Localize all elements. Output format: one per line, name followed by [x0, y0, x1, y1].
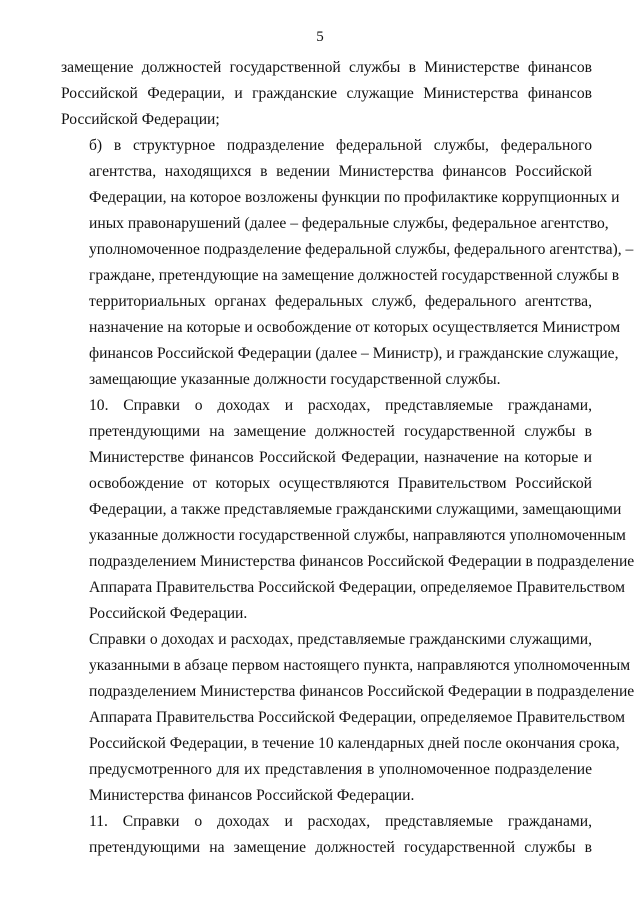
text-line: уполномоченное подразделение федеральной службы, федерального агентства), – [89, 241, 634, 258]
text-line: Российской Федерации; [61, 111, 220, 128]
text-line: 11. Справки о доходах и расходах, представляемые гражданами, [89, 813, 592, 830]
text-line: Российской Федерации, в течение 10 календарных дней после окончания срока, [89, 735, 620, 752]
page-number: 5 [316, 29, 324, 45]
paragraph [61, 393, 635, 627]
text-line: Аппарата Правительства Российской Федерации, определяемое Правительством [89, 709, 625, 726]
text-line: назначение на которые и освобождение от которых осуществляется Министром [89, 319, 621, 336]
text-line: Российской Федерации, и гражданские служащие Министерства финансов [61, 85, 592, 102]
text-line: претендующими на замещение должностей государственной службы в [89, 423, 592, 440]
text-line: претендующими на замещение должностей государственной службы в [89, 839, 592, 856]
paragraph [61, 55, 592, 133]
text-line: Министерстве финансов Российской Федерации, назначение на которые и [89, 449, 592, 466]
text-line: иных правонарушений (далее – федеральные службы, федеральное агентство, [89, 215, 609, 232]
text-line: освобождение от которых осуществляются Правительством Российской [89, 475, 592, 492]
text-line: подразделением Министерства финансов Российской Федерации в подразделение [89, 683, 635, 700]
text-line: б) в структурное подразделение федеральной службы, федерального [89, 137, 592, 154]
text-line: Российской Федерации. [89, 605, 248, 622]
text-line: территориальных органах федеральных служб, федерального агентства, [89, 293, 592, 310]
text-line: замещение должностей государственной службы в Министерстве финансов [61, 59, 592, 76]
text-line: агентства, находящихся в ведении Министерства финансов Российской [89, 163, 592, 180]
text-line: Федерации, на которое возложены функции по профилактике коррупционных и [89, 189, 620, 206]
text-line: Аппарата Правительства Российской Федерации, определяемое Правительством [89, 579, 625, 596]
text-line: указанными в абзаце первом настоящего пункта, направляются уполномоченным [89, 657, 631, 674]
text-line: Федерации, а также представляемые гражданскими служащими, замещающими [89, 501, 622, 518]
text-line: 10. Справки о доходах и расходах, представляемые гражданами, [89, 397, 592, 414]
text-line: предусмотренного для их представления в уполномоченное подразделение [89, 761, 592, 778]
text-line: финансов Российской Федерации (далее – Министр), и гражданские служащие, [89, 345, 619, 362]
paragraph [61, 627, 635, 809]
text-line: замещающие указанные должности государственной службы. [89, 371, 501, 388]
text-line: подразделением Министерства финансов Российской Федерации в подразделение [89, 553, 635, 570]
paragraph [61, 133, 634, 393]
document-body [61, 55, 635, 861]
paragraph [61, 809, 592, 861]
text-line: граждане, претендующие на замещение должностей государственной службы в [89, 267, 620, 284]
text-line: указанные должности государственной службы, направляются уполномоченным [89, 527, 626, 544]
text-line: Министерства финансов Российской Федерации. [89, 787, 415, 804]
text-line: Справки о доходах и расходах, представляемые гражданскими служащими, [89, 631, 592, 648]
